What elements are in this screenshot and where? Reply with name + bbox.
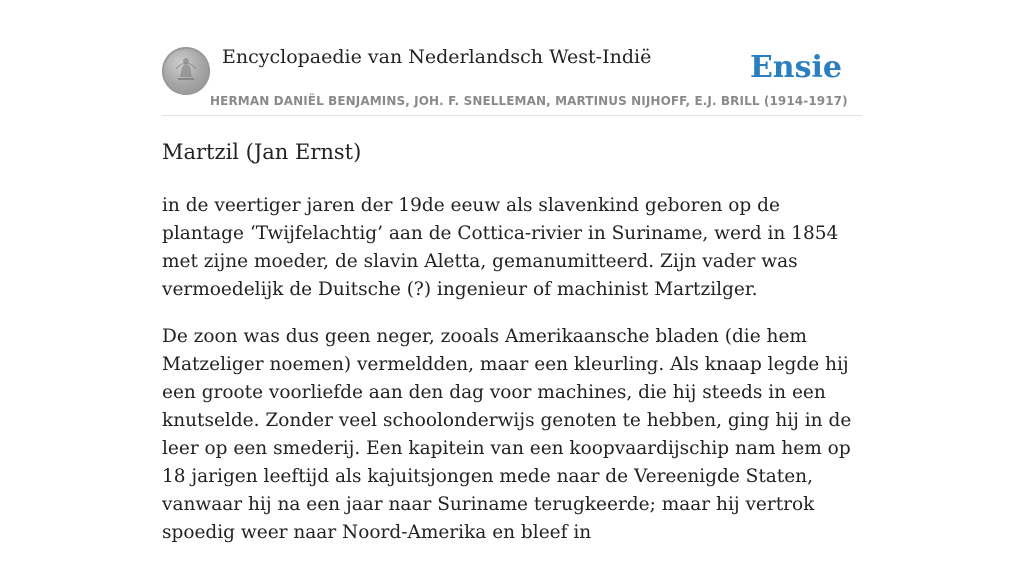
- source-byline: HERMAN DANIËL BENJAMINS, JOH. F. SNELLEMAN, MARTINUS NIJHOFF, E.J. BRILL (1914-1917): [210, 94, 848, 108]
- source-header: [162, 40, 862, 116]
- ensie-logo-link[interactable]: Ensie: [749, 50, 842, 85]
- source-title[interactable]: Encyclopaedie van Nederlandsch West-Indië: [222, 46, 652, 68]
- article-paragraph: in de veertiger jaren der 19de eeuw als slavenkind geboren op de plantage ‘Twijfelachtig’ aan de Cottica-rivier in Suriname, werd in 1854 met zijne moeder, de slavin Aletta, gemanumitteerd. Zijn vader was vermoedelijk de Duitsche (?) ingenieur of machinist Martzilger.: [162, 195, 839, 300]
- article-body: [162, 192, 862, 566]
- coin-seal-icon[interactable]: [162, 47, 210, 95]
- article-paragraph: De zoon was dus geen neger, zooals Amerikaansche bladen (die hem Matzeliger noemen) vermeldden, maar een kleurling. Als knaap legde hij een groote voorliefde aan den dag voor machines, die hij steeds in een knutselde. Zonder veel schoolonderwijs genoten te hebben, ging hij in de leer op een smederij. Een kapitein van een koopvaardijschip nam hem op 18 jarigen leeftijd als kajuitsjongen mede naar de Vereenigde Staten, vanwaar hij na een jaar naar Suriname terugkeerde; maar hij vertrok spoedig weer naar Noord-Amerika en bleef in: [162, 326, 852, 543]
- article-title: Martzil (Jan Ernst): [162, 140, 362, 164]
